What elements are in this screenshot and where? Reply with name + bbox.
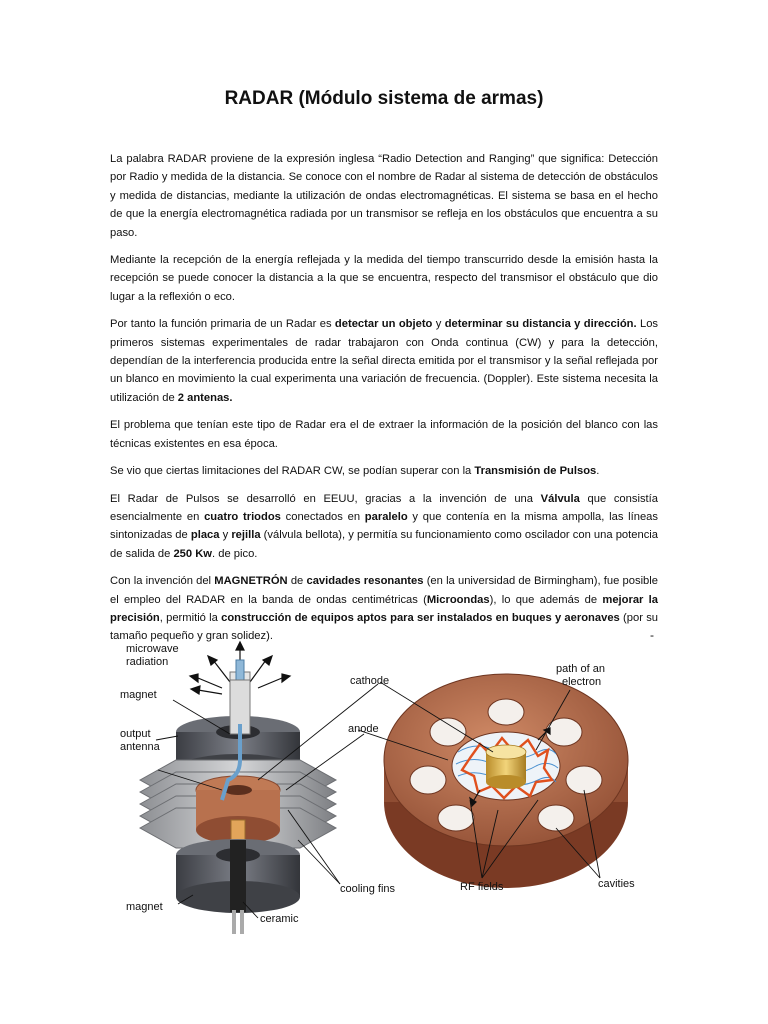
- magnetron-diagram: [118, 640, 658, 940]
- paragraph: [110, 416, 658, 453]
- bold-text: detectar un objeto: [334, 318, 433, 331]
- text-run: Por tanto la función primaria de un Radar es: [110, 318, 335, 331]
- paragraph: [110, 462, 658, 480]
- bold-text: 250 Kw: [173, 547, 213, 560]
- label-cathode: cathode: [350, 675, 390, 687]
- text-run: (por su tamaño pequeño y gran solidez).: [110, 611, 659, 643]
- text-run: de: [287, 575, 307, 588]
- trailing-mark: -: [650, 628, 654, 642]
- magnetron-figure: [118, 640, 658, 940]
- bold-text: Transmisión de Pulsos: [474, 465, 597, 478]
- text-run: El problema que tenían este tipo de Radar era el de extraer la información de la posición del blanco con las técnicas existentes en esa época.: [110, 419, 658, 450]
- text-run: (válvula bellota), y permitía su funcionamiento como oscilador con una potencia de salida de: [110, 529, 658, 560]
- text-run: ), lo que además de: [489, 593, 603, 606]
- label-radiation: radiation: [126, 656, 169, 668]
- text-run: El Radar de Pulsos se desarrolló en EEUU, gracias a la invención de una: [110, 492, 541, 505]
- paragraph: [110, 251, 658, 306]
- label-path-of-an: path of an: [556, 663, 605, 675]
- bold-text: paralelo: [364, 510, 408, 523]
- document-body: [110, 150, 658, 655]
- magnetron-exterior-drawing: [140, 642, 336, 934]
- paragraph: [110, 572, 658, 646]
- label-antenna: antenna: [120, 741, 160, 753]
- text-run: que consistía esencialmente en: [110, 492, 658, 523]
- label-magnet-top: magnet: [120, 689, 157, 701]
- bold-text: Válvula: [540, 492, 580, 505]
- text-run: .: [596, 465, 600, 478]
- paragraph: [110, 315, 658, 407]
- text-run: Se vio que ciertas limitaciones del RADAR CW, se podían superar con la: [110, 465, 475, 478]
- bold-text: 2 antenas.: [177, 391, 233, 404]
- label-cooling-fins: cooling fins: [340, 883, 396, 895]
- text-run: conectados en: [280, 510, 365, 523]
- label-magnet-bottom: magnet: [126, 901, 163, 913]
- text-run: Mediante la recepción de la energía reflejada y la medida del tiempo transcurrido desde la emisión hasta la recepción se puede conocer la distancia a la que se encuentra, respecto del transmisor el obstáculo que dio lugar a la reflexión o eco.: [110, 254, 658, 303]
- text-run: Con la invención del: [110, 575, 215, 588]
- bold-text: determinar su distancia y dirección.: [444, 318, 637, 331]
- bold-text: construcción de equipos aptos para ser instalados en buques y aeronaves: [221, 611, 620, 624]
- label-rf-fields: RF fields: [460, 881, 504, 893]
- paragraph: [110, 150, 658, 242]
- label-electron: electron: [562, 676, 602, 688]
- bold-text: MAGNETRÓN: [214, 575, 288, 588]
- label-anode: anode: [348, 723, 379, 735]
- bold-text: rejilla: [231, 529, 261, 542]
- bold-text: cuatro triodos: [204, 510, 281, 523]
- text-run: , permitió la: [159, 611, 222, 624]
- label-output: output: [120, 728, 151, 740]
- label-cavities: cavities: [598, 878, 635, 890]
- label-ceramic: ceramic: [260, 913, 299, 925]
- text-run: (en la universidad de Birmingham), fue posible el empleo del RADAR en la banda de ondas centimétricas (: [110, 575, 658, 606]
- page-title: RADAR (Módulo sistema de armas): [224, 88, 544, 109]
- text-run: . de pico.: [212, 547, 258, 560]
- text-run: y que contenía en la misma ampolla, las líneas sintonizadas de: [110, 510, 658, 542]
- paragraph: [110, 490, 658, 564]
- text-run: y: [432, 318, 445, 331]
- bold-text: mejorar la precisión: [110, 593, 658, 624]
- bold-text: cavidades resonantes: [306, 575, 424, 588]
- label-microwave: microwave: [126, 643, 179, 655]
- bold-text: Microondas: [426, 593, 490, 606]
- text-run: La palabra RADAR proviene de la expresión inglesa “Radio Detection and Ranging” que significa: Detección por Radio y medida de la distancia. Se conoce con el nombre de Radar al sistema de detección de obstáculos y medida de distancias, mediante la utilización de ondas electromagnéticas. El sistema se basa en el hecho de que la energía electromagnética radiada por un transmisor se refleja en los obstáculos que encuentra a su paso.: [110, 153, 658, 239]
- text-run: y: [219, 529, 232, 542]
- text-run: Los primeros sistemas experimentales de radar trabajaron con Onda continua (CW) y para la detección, dependían de la interferencia producida entre la señal directa emitida por el transmisor y la señal reflejada por un blanco en movimiento la cual experimenta una variación de frecuencia. (Doppler). Este sistema necesita la utilización de: [110, 318, 659, 404]
- bold-text: placa: [190, 529, 220, 542]
- magnetron-section-drawing: [384, 674, 628, 888]
